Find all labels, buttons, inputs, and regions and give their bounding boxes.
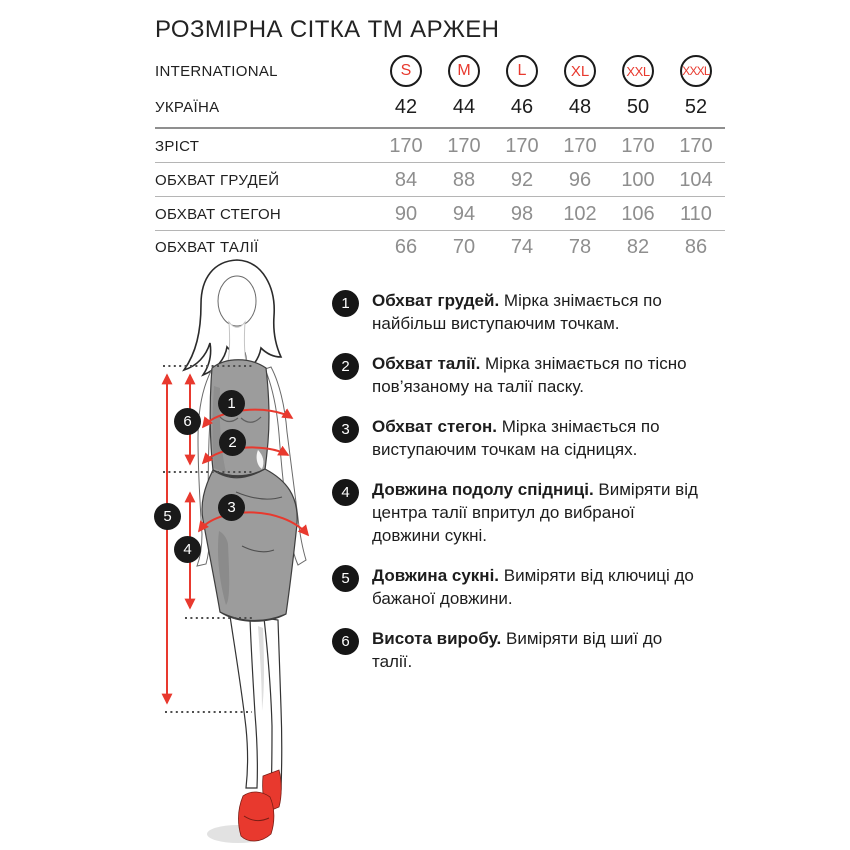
size-cell: [377, 55, 435, 87]
page-title: РОЗМІРНА СІТКА ТМ АРЖЕН: [155, 16, 500, 43]
value-cell: 100: [621, 168, 655, 191]
value-cell: 92: [510, 168, 534, 191]
size-label: M: [457, 62, 471, 79]
legend-term: Обхват талії.: [372, 354, 481, 373]
ukraine-label: УКРАЇНА: [155, 98, 220, 116]
neck-sketch: [228, 322, 246, 362]
legend-text: [372, 627, 704, 673]
legend-item-bodice-height: [332, 627, 732, 673]
figure-illustration: [140, 256, 340, 850]
value-cell: 98: [510, 202, 534, 225]
legend-desc: Виміряти від ключиці до бажаної довжини.: [372, 566, 694, 608]
size-label: XXL: [626, 63, 650, 79]
value-cell: 74: [510, 236, 534, 258]
legend-number: 2: [332, 353, 359, 380]
value-cell: 66: [394, 236, 418, 258]
value-cell: 170: [447, 134, 481, 157]
legend-desc: Виміряти від шиї до талії.: [372, 629, 663, 671]
value-cell: 170: [505, 134, 539, 157]
international-label: INTERNATIONAL: [155, 62, 278, 80]
size-label: XXXL: [682, 64, 710, 78]
legend-item-waist: [332, 352, 732, 398]
legend-desc: Мірка знімається по виступаючим точкам на сідницях.: [372, 417, 660, 459]
measure-row-height: [155, 129, 725, 163]
value-cell: 88: [452, 168, 476, 191]
size-badge-m: [448, 55, 480, 87]
legend-text: [372, 289, 704, 335]
legend-text: [372, 478, 704, 547]
legend-item-hips: [332, 415, 732, 461]
size-label: S: [400, 62, 412, 79]
size-cell: [667, 55, 725, 87]
ukraine-size-cell: 48: [568, 95, 592, 118]
size-cell: [551, 55, 609, 87]
measure-row-chest: [155, 163, 725, 197]
legend-term: Обхват грудей.: [372, 291, 500, 310]
size-badge-s: [390, 55, 422, 87]
measure-row-hips: [155, 197, 725, 231]
face-sketch: [218, 276, 256, 326]
left-leg: [230, 616, 257, 788]
legend: [332, 289, 732, 690]
row-label: ОБХВАТ СТЕГОН: [155, 205, 282, 223]
value-cell: 104: [679, 168, 713, 191]
legend-number: 3: [332, 416, 359, 443]
row-label: ОБХВАТ ТАЛІЇ: [155, 239, 259, 256]
value-cell: 78: [568, 236, 592, 258]
legend-number: 1: [332, 290, 359, 317]
legend-item-skirt-length: [332, 478, 732, 547]
size-table: [155, 0, 725, 266]
ukraine-size-cell: 46: [510, 95, 534, 118]
legend-term: Висота виробу.: [372, 629, 502, 648]
row-label: ЗРІСТ: [155, 137, 200, 155]
size-badge-xxxl: [680, 55, 712, 87]
value-cell: 82: [626, 236, 650, 258]
front-heel-shoe: [239, 792, 274, 841]
right-leg: [264, 618, 282, 792]
value-cell: 96: [568, 168, 592, 191]
row-label: ОБХВАТ ГРУДЕЙ: [155, 171, 280, 189]
size-badge-xl: [564, 55, 596, 87]
legend-term: Довжина подолу спідниці.: [372, 480, 594, 499]
fig-marker-6: 6: [174, 408, 201, 435]
table-row-international: [155, 54, 725, 88]
size-cell: [609, 55, 667, 87]
legend-term: Обхват стегон.: [372, 417, 497, 436]
size-cell: [435, 55, 493, 87]
size-badge-l: [506, 55, 538, 87]
legend-number: 4: [332, 479, 359, 506]
fig-marker-5: 5: [154, 503, 181, 530]
value-cell: 94: [452, 202, 476, 225]
value-cell: 170: [563, 134, 597, 157]
legend-term: Довжина сукні.: [372, 566, 500, 585]
legend-text: [372, 564, 704, 610]
value-cell: 90: [394, 202, 418, 225]
fig-marker-1: 1: [218, 390, 245, 417]
value-cell: 84: [394, 168, 418, 191]
legend-number: 6: [332, 628, 359, 655]
legend-desc: Мірка знімається по тісно пов’язаному на талії паску.: [372, 354, 687, 396]
ukraine-size-cell: 44: [452, 95, 476, 118]
woman-sketch-svg: [140, 256, 340, 850]
fig-marker-2: 2: [219, 429, 246, 456]
size-label: XL: [570, 62, 590, 80]
legend-text: [372, 352, 704, 398]
size-label: L: [517, 62, 527, 79]
legend-desc: Виміряти від центра талії впритул до вибраної довжини сукні.: [372, 480, 698, 545]
value-cell: 102: [563, 202, 597, 225]
legend-text: [372, 415, 704, 461]
value-cell: 106: [621, 202, 655, 225]
value-cell: 86: [684, 236, 708, 258]
size-badge-xxl: [622, 55, 654, 87]
legend-desc: Мірка знімається по найбільш виступаючим точкам.: [372, 291, 662, 333]
value-cell: 110: [680, 202, 712, 225]
fig-marker-3: 3: [218, 494, 245, 521]
size-cell: [493, 55, 551, 87]
value-cell: 170: [679, 134, 713, 157]
table-row-ukraine: [155, 92, 725, 122]
value-cell: 170: [621, 134, 655, 157]
fig-marker-4: 4: [174, 536, 201, 563]
value-cell: 170: [389, 134, 423, 157]
dress-skirt: [202, 469, 297, 621]
ukraine-size-cell: 50: [626, 95, 650, 118]
leg-shading: [258, 626, 264, 711]
ukraine-size-cell: 42: [394, 95, 418, 118]
value-cell: 70: [452, 236, 476, 258]
legend-number: 5: [332, 565, 359, 592]
legend-item-chest: [332, 289, 732, 335]
ukraine-size-cell: 52: [684, 95, 708, 118]
legend-item-dress-length: [332, 564, 732, 610]
